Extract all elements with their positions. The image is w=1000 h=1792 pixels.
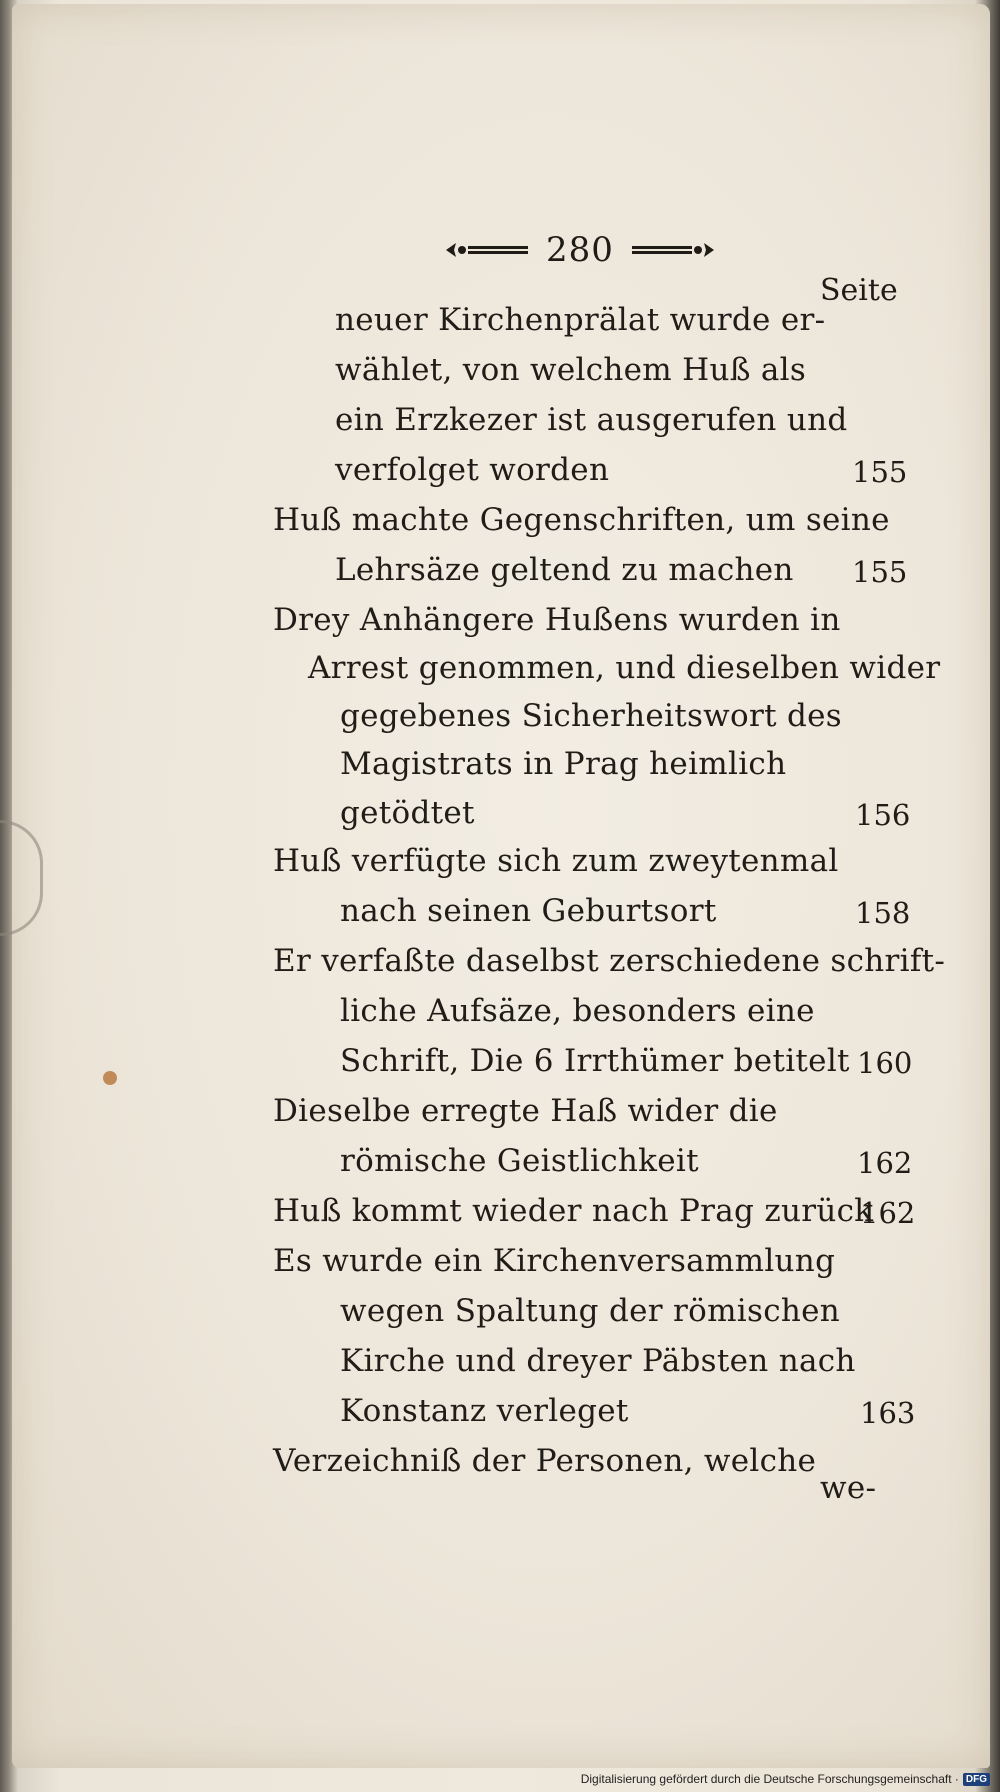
page-number: 280 <box>546 230 614 270</box>
entry-line: wegen Spaltung der römischen <box>340 1293 841 1329</box>
entry-line: römische Geistlichkeit <box>340 1143 699 1179</box>
entry-line: Huß verfügte sich zum zweytenmal <box>273 843 839 879</box>
dfg-logo: DFG <box>963 1773 990 1786</box>
page-reference: 158 <box>855 896 911 930</box>
entry-line: Magistrats in Prag heimlich <box>340 746 787 782</box>
entry-line: Drey Anhängere Hußens wurden in <box>273 602 841 638</box>
footer-text: Digitalisierung gefördert durch die Deutsche Forschungsgemeinschaft · <box>580 1772 959 1786</box>
entry-line: Schrift, Die 6 Irrthümer betitelt <box>340 1043 850 1079</box>
entry-line: gegebenes Sicherheitswort des <box>340 698 843 734</box>
entry-line: Huß machte Gegenschriften, um seine <box>273 502 890 538</box>
page-reference: 155 <box>852 455 908 489</box>
entry-line: Huß kommt wieder nach Prag zurück <box>273 1193 874 1229</box>
column-heading: Seite <box>820 273 898 308</box>
entry-line: getödtet <box>340 795 475 831</box>
entry-line: wählet, von welchem Huß als <box>335 352 807 388</box>
entry-line: Lehrsäze geltend zu machen <box>335 552 794 588</box>
catchword: we- <box>820 1470 877 1506</box>
entry-line: Kirche und dreyer Päbsten nach <box>340 1343 856 1379</box>
page-reference: 155 <box>852 555 908 589</box>
entry-line: ein Erzkezer ist ausgerufen und <box>335 402 848 438</box>
entry-line: Arrest genommen, und dieselben wider <box>308 650 941 686</box>
entry-line: Konstanz verleget <box>340 1393 629 1429</box>
entry-line: Er verfaßte daselbst zerschiedene schrift- <box>273 943 946 979</box>
digitization-footer <box>581 1768 990 1790</box>
entry-line: Verzeichniß der Personen, welche <box>273 1443 817 1479</box>
page-reference: 162 <box>857 1146 913 1180</box>
entry-line: verfolget worden <box>335 452 610 488</box>
entry-line: Dieselbe erregte Haß wider die <box>273 1093 778 1129</box>
entry-line: nach seinen Geburtsort <box>340 893 717 929</box>
entry-line: neuer Kirchenprälat wurde er- <box>335 302 826 338</box>
entry-line: liche Aufsäze, besonders eine <box>340 993 815 1029</box>
page-reference: 160 <box>857 1046 913 1080</box>
page-reference: 162 <box>860 1196 916 1230</box>
entry-line: Es wurde ein Kirchenversammlung <box>273 1243 836 1279</box>
page-reference: 163 <box>860 1396 916 1430</box>
page-reference: 156 <box>855 798 911 832</box>
